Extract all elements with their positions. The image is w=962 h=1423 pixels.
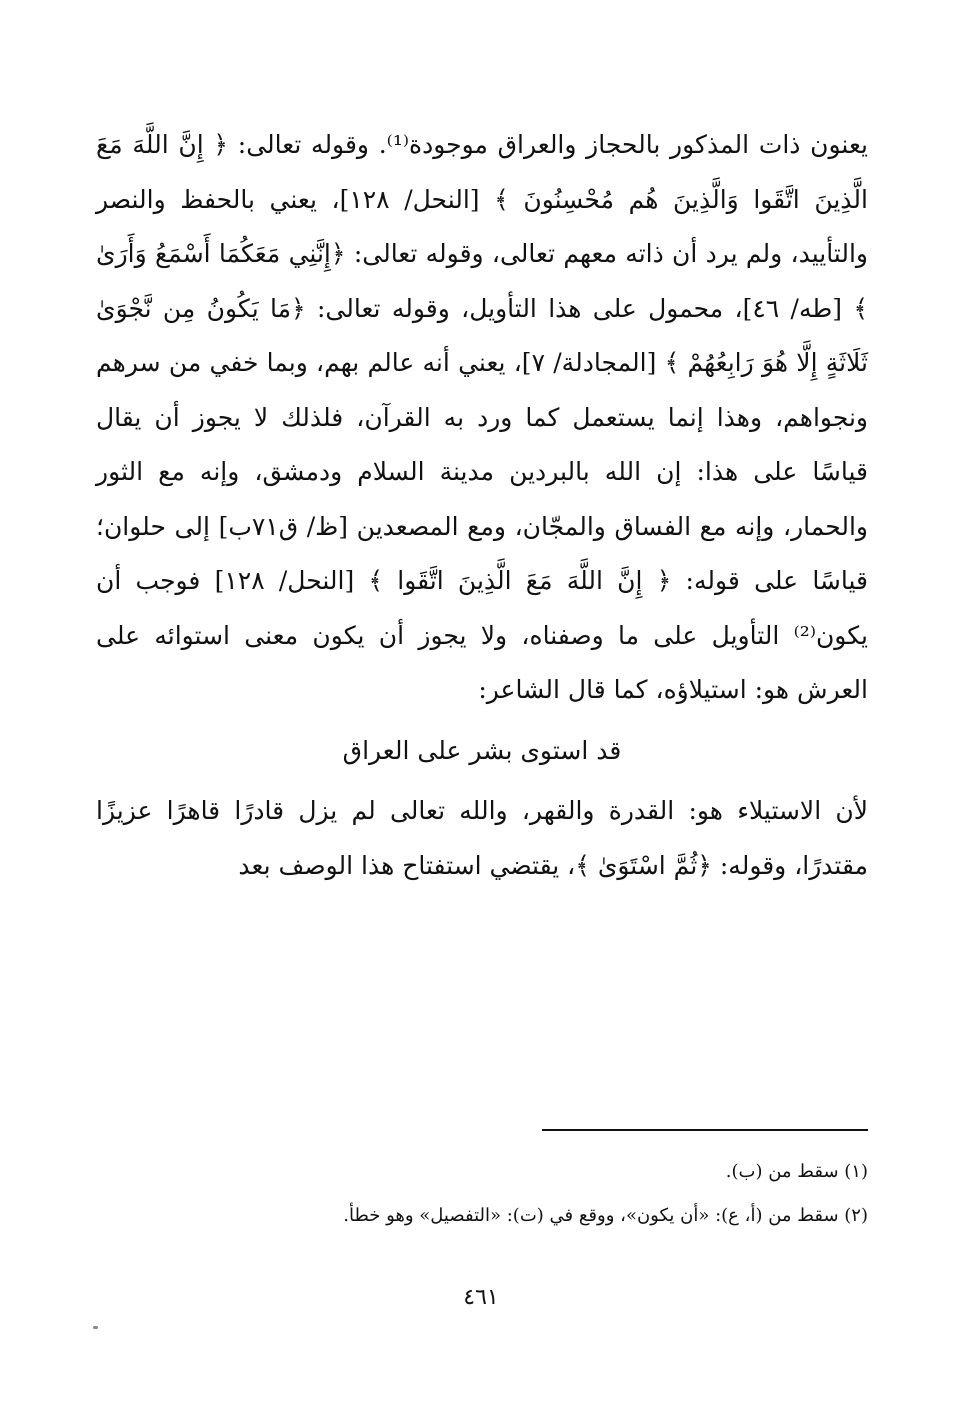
footnotes [150, 1150, 868, 1238]
paragraph-1: يعنون ذات المذكور بالحجاز والعراق موجودة⁽¹⁾. وقوله تعالى: ﴿ إِنَّ اللَّهَ مَعَ الَّذِينَ اتَّقَوا وَالَّذِينَ هُم مُحْسِنُونَ ﴾ [النحل/ ١٢٨]، يعني بالحفظ والنصر والتأييد، ولم يرد أن ذاته معهم تعالى، وقوله تعالى: ﴿إِنَّنِي مَعَكُمَا أَسْمَعُ وَأَرَىٰ ﴾ [طه/ ٤٦]، محمول على هذا التأويل، وقوله تعالى: ﴿مَا يَكُونُ مِن نَّجْوَىٰ ثَلَاثَةٍ إِلَّا هُوَ رَابِعُهُمْ ﴾ [المجادلة/ ٧]، يعني أنه عالم بهم، وبما خفي من سرهم ونجواهم، وهذا إنما يستعمل كما ورد به القرآن، فلذلك لا يجوز أن يقال قياسًا على هذا: إن الله بالبردين مدينة السلام ودمشق، وإنه مع الثور والحمار، وإنه مع الفساق والمجّان، ومع المصعدين [ظ/ ق٧١ب] إلى حلوان؛ قياسًا على قوله: ﴿ إِنَّ اللَّهَ مَعَ الَّذِينَ اتَّقَوا ﴾ [النحل/ ١٢٨] فوجب أن يكون⁽²⁾ التأويل على ما وصفناه، ولا يجوز أن يكون معنى استوائه على العرش هو: استيلاؤه، كما قال الشاعر: [96, 130, 869, 704]
main-text [96, 118, 868, 893]
poetry-verse: قد استوى بشر على العراق [342, 735, 622, 765]
page-number: ٤٦١ [463, 1285, 499, 1310]
footnote-1: (١) سقط من (ب). [725, 1161, 868, 1182]
paragraph-2: لأن الاستيلاء هو: القدرة والقهر، والله تعالى لم يزل قادرًا قاهرًا عزيزًا مقتدرًا، وقوله: ﴿ثُمَّ اسْتَوَىٰ ﴾، يقتضي استفتاح هذا الوصف بعد [96, 796, 868, 880]
footnote-2: (٢) سقط من (أ، ع): «أن يكون»، ووقع في (ت): «التفصيل» وهو خطأ. [343, 1205, 868, 1226]
scan-speck [93, 1326, 98, 1329]
footnote-separator [542, 1129, 868, 1131]
